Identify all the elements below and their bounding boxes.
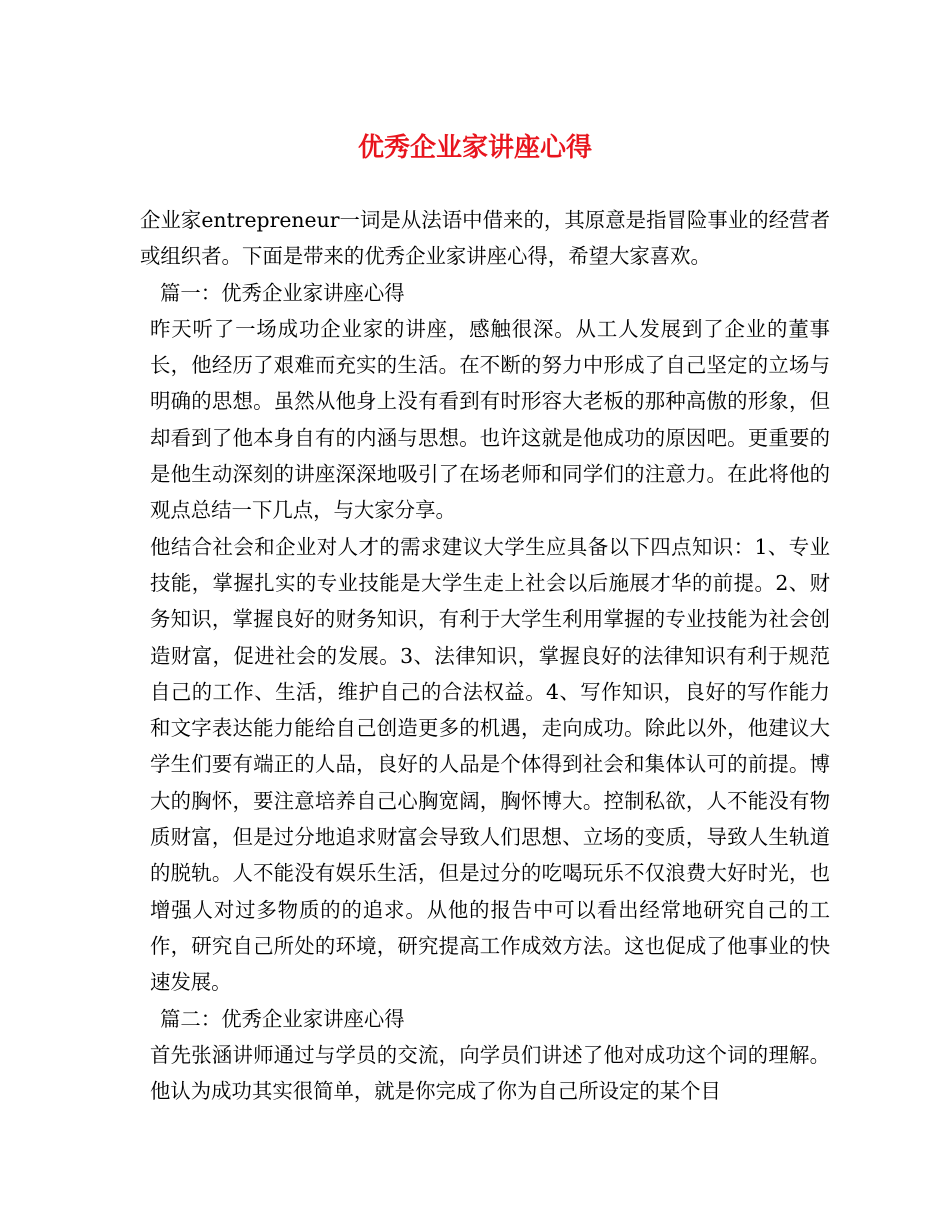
section-1-paragraph-1: 昨天听了一场成功企业家的讲座，感触很深。从工人发展到了企业的董事长，他经历了艰难而充实的生活。在不断的努力中形成了自己坚定的立场与明确的思想。虽然从他身上没有看到有时形容大老板的那种高傲的形象，但却看到了他本身自有的内涵与思想。也许这就是他成功的原因吧。更重要的是他生动深刻的讲座深深地吸引了在场老师和同学们的注意力。在此将他的观点总结一下几点，与大家分享。 [150,316,830,523]
document-body [140,202,830,1109]
section-2-heading: 篇二：优秀企业家讲座心得 [160,1006,405,1031]
document-title: 优秀企业家讲座心得 [357,133,592,163]
intro-paragraph: 企业家entrepreneur一词是从法语中借来的，其原意是指冒险事业的经营者或组织者。下面是带来的优秀企业家讲座心得，希望大家喜欢。 [140,208,830,269]
section-2-paragraph-1: 首先张涵讲师通过与学员的交流，向学员们讲述了他对成功这个词的理解。他认为成功其实很简单，就是你完成了你为自己所设定的某个目 [150,1042,830,1104]
section-1-heading: 篇一：优秀企业家讲座心得 [160,280,405,305]
section-1-paragraph-2: 他结合社会和企业对人才的需求建议大学生应具备以下四点知识：1、专业技能，掌握扎实的专业技能是大学生走上社会以后施展才华的前提。2、财务知识，掌握良好的财务知识，有利于大学生利用掌握的专业技能为社会创造财富，促进社会的发展。3、法律知识，掌握良好的法律知识有利于规范自己的工作、生活，维护自己的合法权益。4、写作知识，良好的写作能力和文字表达能力能给自己创造更多的机遇，走向成功。除此以外，他建议大学生们要有端正的人品，良好的人品是个体得到社会和集体认可的前提。博大的胸怀，要注意培养自己心胸宽阔，胸怀博大。控制私欲，人不能没有物质财富，但是过分地追求财富会导致人们思想、立场的变质，导致人生轨道的脱轨。人不能没有娱乐生活，但是过分的吃喝玩乐不仅浪费大好时光，也增强人对过多物质的的追求。从他的报告中可以看出经常地研究自己的工作，研究自己所处的环境，研究提高工作成效方法。这也促成了他事业的快速发展。 [150,534,830,995]
